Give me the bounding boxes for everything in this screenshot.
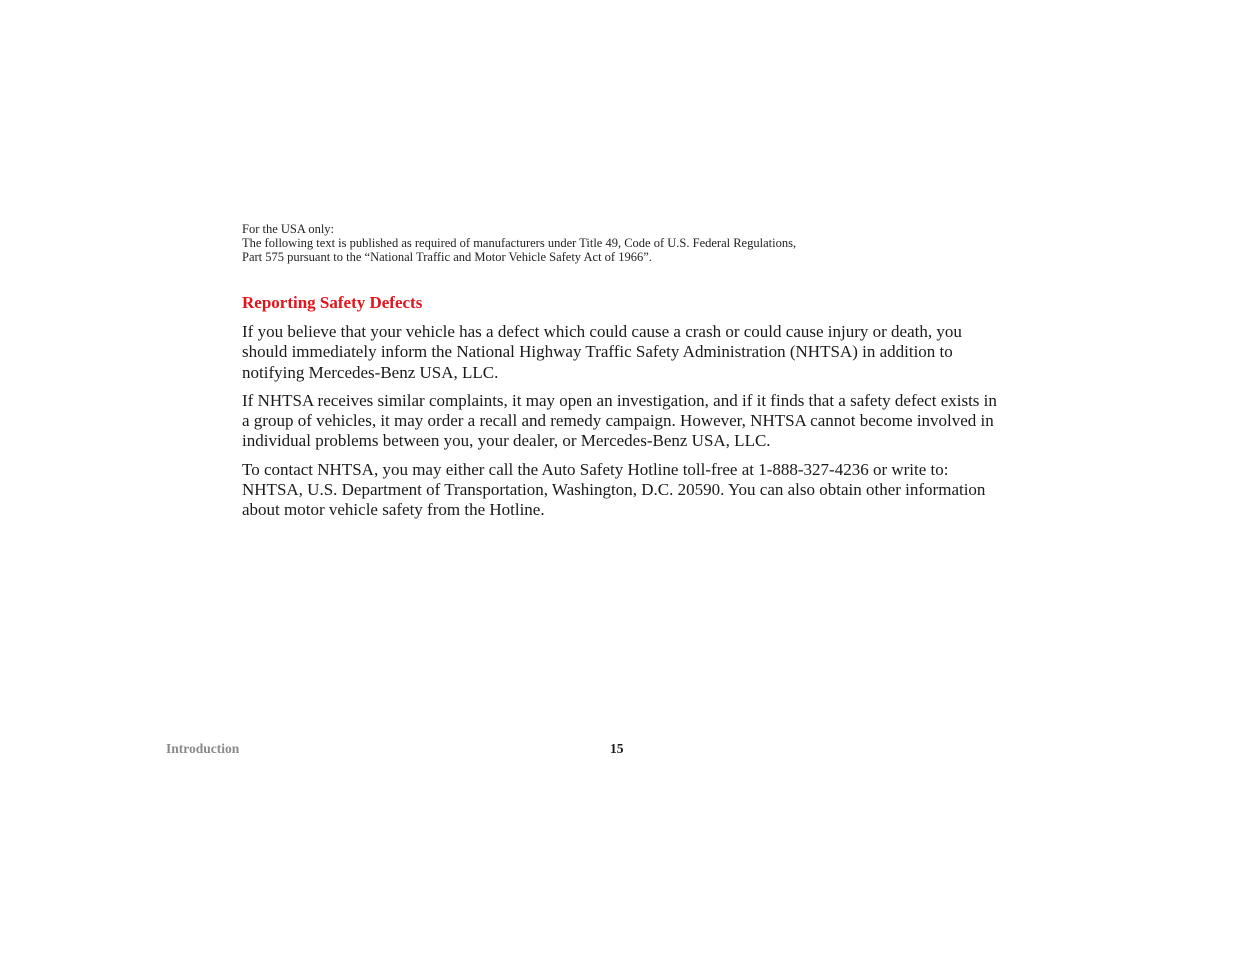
paragraph-1: If you believe that your vehicle has a defect which could cause a crash or could cause injury or death, you should immediately inform the National Highway Traffic Safety Administration (NHTSA) in addition to notifying Mercedes-Benz USA, LLC.: [242, 322, 962, 382]
notice-line-1: For the USA only:: [242, 222, 335, 236]
section-heading: Reporting Safety Defects: [242, 293, 423, 312]
legal-notice: [242, 222, 1002, 264]
footer-section-name: Introduction: [166, 741, 240, 756]
notice-line-3: Part 575 pursuant to the “National Traffic and Motor Vehicle Safety Act of 1966”.: [242, 250, 652, 264]
paragraph-3: To contact NHTSA, you may either call the Auto Safety Hotline toll-free at 1-888-327-4236 or write to: NHTSA, U.S. Department of Transportation, Washington, D.C. 20590. You can also obtain other information about motor vehicle safety from the Hotline.: [242, 459, 986, 520]
paragraph-2: If NHTSA receives similar complaints, it may open an investigation, and if it finds that a safety defect exists in a group of vehicles, it may order a recall and remedy campaign. However, NHTSA cannot become involved in individual problems between you, your dealer, or Mercedes-Benz USA, LLC.: [242, 390, 997, 451]
footer-page-number: 15: [610, 741, 624, 756]
notice-line-2: The following text is published as required of manufacturers under Title 49, Code of U.S. Federal Regulations,: [242, 236, 797, 250]
reporting-safety-defects-section: [242, 292, 1002, 529]
